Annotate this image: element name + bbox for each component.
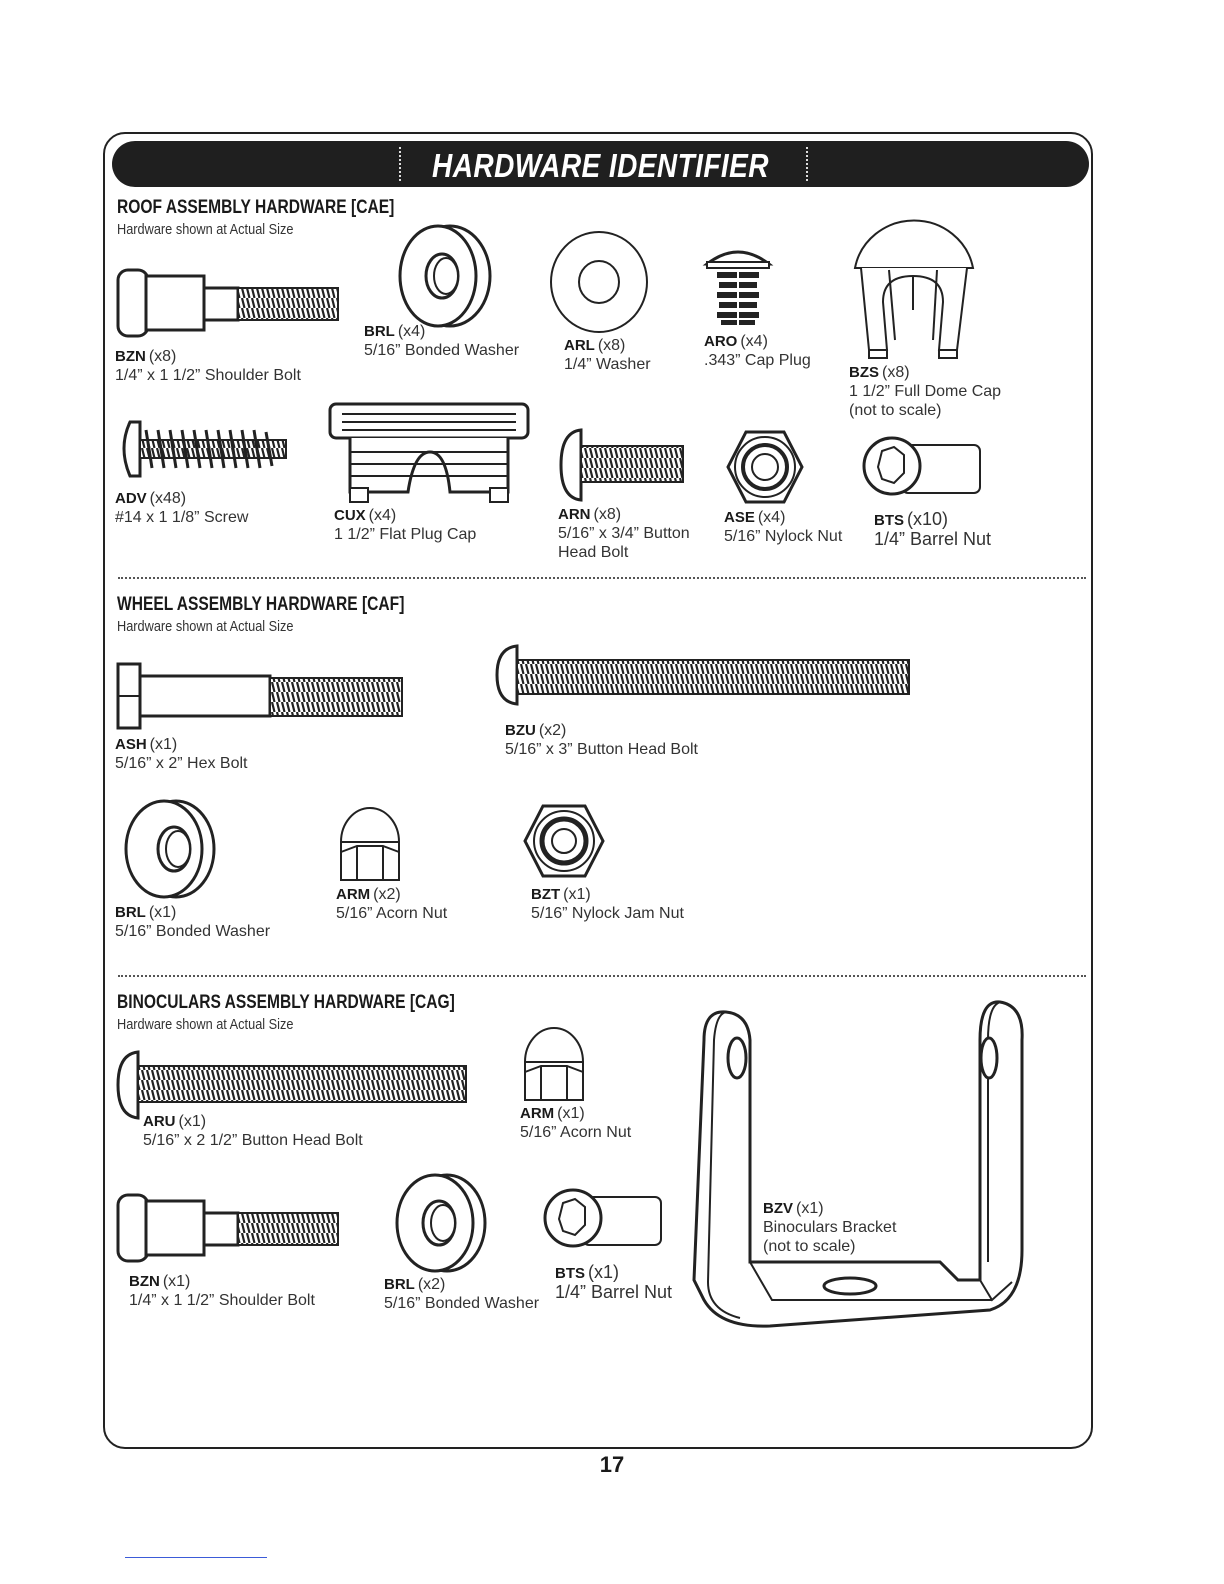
part-bts <box>874 510 991 549</box>
part-code: BZV <box>763 1200 793 1217</box>
section-subtitle-wheel: Hardware shown at Actual Size <box>117 618 294 635</box>
bonded-washer-illustration <box>398 222 493 330</box>
part-code: ARM <box>520 1105 555 1122</box>
part-desc: 1/4” x 1 1/2” Shoulder Bolt <box>115 367 301 384</box>
part-bts-binoculars <box>555 1263 672 1302</box>
part-code: BRL <box>364 323 395 340</box>
part-desc: 1/4” Barrel Nut <box>555 1282 673 1302</box>
part-qty: (x4) <box>368 507 397 524</box>
nylock-nut-illustration <box>726 430 804 504</box>
section-title-roof: ROOF ASSEMBLY HARDWARE [CAE] <box>117 197 395 218</box>
part-code: ADV <box>115 490 147 507</box>
part-ash <box>115 735 248 773</box>
part-qty: (x2) <box>373 886 401 903</box>
part-desc: 5/16” x 2 1/2” Button Head Bolt <box>143 1132 363 1149</box>
part-desc: 5/16” x 3/4” Button <box>558 525 690 542</box>
part-brl-wheel <box>115 903 270 941</box>
part-bzs <box>849 363 1001 420</box>
button-head-bolt-illustration <box>116 1050 468 1120</box>
acorn-nut-illustration <box>521 1024 587 1102</box>
part-qty: (x8) <box>148 348 177 365</box>
bonded-washer-illustration <box>122 798 217 900</box>
title-divider-right <box>806 147 808 181</box>
part-qty: (x1) <box>149 736 178 753</box>
part-ase <box>724 508 842 546</box>
part-qty: (x4) <box>757 509 786 526</box>
page-number: 17 <box>599 1452 625 1477</box>
part-qty: (x1) <box>148 904 177 921</box>
washer-illustration <box>548 230 650 336</box>
part-bzt <box>531 885 684 923</box>
part-arm-binoculars <box>520 1104 631 1142</box>
barrel-nut-illustration <box>862 433 984 499</box>
part-desc: 1/4” Barrel Nut <box>874 529 992 549</box>
part-adv <box>115 489 248 527</box>
hex-bolt-illustration <box>116 662 404 730</box>
part-brl <box>364 322 519 360</box>
section-subtitle-roof: Hardware shown at Actual Size <box>117 221 294 238</box>
part-desc: 1 1/2” Full Dome Cap <box>849 383 1002 400</box>
part-qty: (x1) <box>178 1113 207 1130</box>
bonded-washer-illustration <box>393 1172 488 1274</box>
part-desc: 5/16” Acorn Nut <box>520 1124 632 1141</box>
part-code: BZT <box>531 886 561 903</box>
section-divider <box>118 975 1086 977</box>
part-desc: .343” Cap Plug <box>704 352 811 369</box>
part-code: ASH <box>115 736 147 753</box>
part-code: BZU <box>505 722 536 739</box>
part-aru <box>143 1112 363 1150</box>
part-code: CUX <box>334 507 366 524</box>
barrel-nut-illustration <box>543 1185 665 1251</box>
part-desc: 5/16” Bonded Washer <box>384 1295 540 1312</box>
part-desc: 5/16” Bonded Washer <box>115 923 271 940</box>
part-qty: (x1) <box>563 886 591 903</box>
part-code: BTS <box>874 512 904 529</box>
part-code: BTS <box>555 1265 585 1282</box>
flat-plug-cap-illustration <box>328 402 530 504</box>
part-qty: (x4) <box>740 333 768 350</box>
part-code: ARL <box>564 337 595 354</box>
part-qty: (x1) <box>796 1200 824 1217</box>
shoulder-bolt-illustration <box>116 1193 341 1265</box>
dome-cap-illustration <box>853 210 975 362</box>
part-desc: Binoculars Bracket <box>763 1219 897 1236</box>
part-bzn-binoculars <box>129 1272 315 1310</box>
part-qty: (x1) <box>162 1273 191 1290</box>
binoculars-bracket-illustration <box>690 1000 1030 1332</box>
part-qty: (x4) <box>397 323 426 340</box>
jam-nut-illustration <box>523 804 605 878</box>
part-desc: 5/16” Bonded Washer <box>364 342 520 359</box>
part-code: BZS <box>849 364 879 381</box>
part-desc: 5/16” x 2” Hex Bolt <box>115 755 248 772</box>
part-code: ARO <box>704 333 738 350</box>
section-divider <box>118 577 1086 579</box>
part-arn <box>558 505 690 562</box>
long-button-head-bolt-illustration <box>495 644 911 706</box>
part-bzv <box>763 1199 896 1256</box>
part-desc: 5/16” Nylock Jam Nut <box>531 905 684 922</box>
part-note: (not to scale) <box>763 1238 856 1255</box>
part-note: (not to scale) <box>849 402 942 419</box>
section-title-wheel: WHEEL ASSEMBLY HARDWARE [CAF] <box>117 594 405 615</box>
part-code: BRL <box>115 904 146 921</box>
part-desc: 1/4” Washer <box>564 356 651 373</box>
part-brl-binoculars <box>384 1275 539 1313</box>
part-qty: (x8) <box>593 506 622 523</box>
part-desc: 5/16” x 3” Button Head Bolt <box>505 741 698 758</box>
part-qty: (x1) <box>557 1105 585 1122</box>
part-qty: (x2) <box>417 1276 446 1293</box>
part-desc: #14 x 1 1/8” Screw <box>115 509 249 526</box>
part-aro <box>704 332 811 370</box>
shoulder-bolt-illustration <box>116 268 341 340</box>
page-title: HARDWARE IDENTIFIER <box>432 147 769 184</box>
part-arm <box>336 885 447 923</box>
part-desc: 1 1/2” Flat Plug Cap <box>334 526 477 543</box>
part-cux <box>334 506 476 544</box>
part-qty: (x8) <box>597 337 626 354</box>
part-bzn <box>115 347 301 385</box>
part-code: BZN <box>115 348 146 365</box>
part-code: ARM <box>336 886 371 903</box>
part-note: Head Bolt <box>558 544 629 561</box>
part-code: BZN <box>129 1273 160 1290</box>
part-arl <box>564 336 651 374</box>
part-qty: (x8) <box>882 364 910 381</box>
part-bzu <box>505 721 698 759</box>
button-head-bolt-illustration <box>559 428 685 502</box>
part-desc: 1/4” x 1 1/2” Shoulder Bolt <box>129 1292 315 1309</box>
title-bar <box>112 141 1089 187</box>
section-subtitle-binoculars: Hardware shown at Actual Size <box>117 1016 294 1033</box>
footer-rule <box>125 1557 267 1558</box>
acorn-nut-illustration <box>337 804 403 882</box>
part-code: ARN <box>558 506 591 523</box>
cap-plug-illustration <box>703 246 773 328</box>
part-qty: (x10) <box>907 509 949 529</box>
part-qty: (x1) <box>588 1262 619 1282</box>
part-qty: (x48) <box>149 490 187 507</box>
screw-illustration <box>116 418 288 480</box>
part-code: ASE <box>724 509 755 526</box>
section-title-binoculars: BINOCULARS ASSEMBLY HARDWARE [CAG] <box>117 992 455 1013</box>
part-qty: (x2) <box>538 722 567 739</box>
part-desc: 5/16” Acorn Nut <box>336 905 448 922</box>
part-code: ARU <box>143 1113 176 1130</box>
part-code: BRL <box>384 1276 415 1293</box>
part-desc: 5/16” Nylock Nut <box>724 528 843 545</box>
